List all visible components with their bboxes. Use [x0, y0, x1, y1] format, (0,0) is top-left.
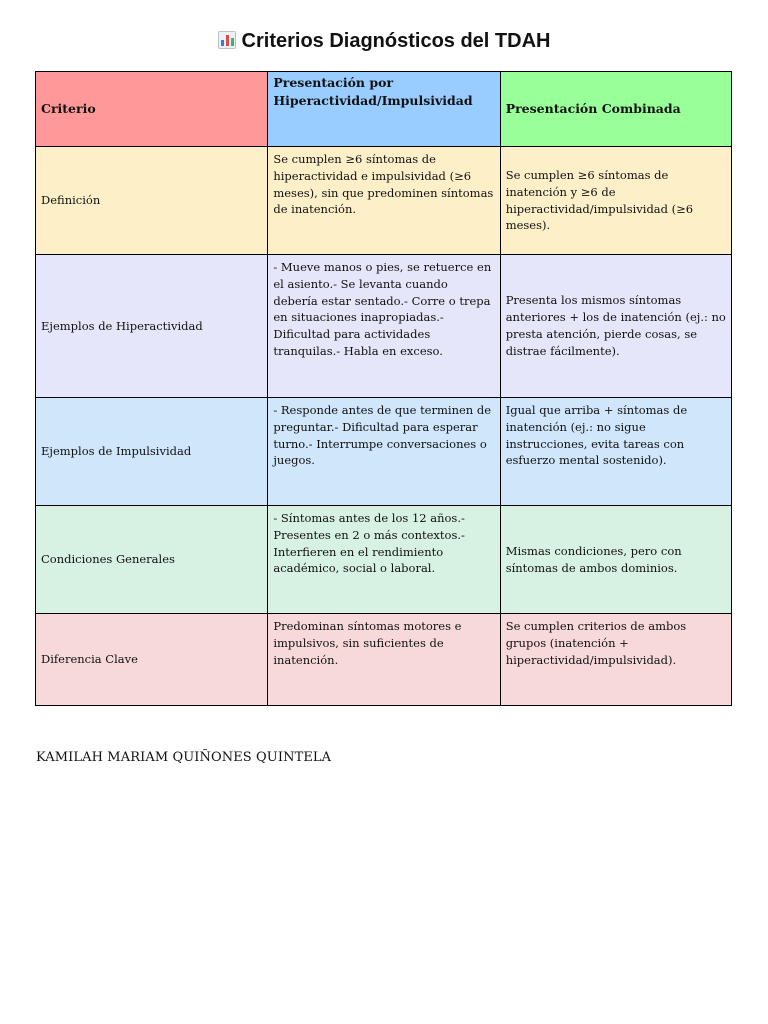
header-hiperactividad-impulsividad: Presentación por Hiperactividad/Impulsividad — [268, 72, 500, 147]
header-criterio: Criterio — [36, 72, 268, 147]
row-hiper: - Síntomas antes de los 12 años.- Presentes en 2 o más contextos.- Interfieren en el rendimiento académico, social o laboral. — [268, 506, 500, 614]
bar-chart-icon — [218, 31, 236, 49]
table-header-row — [36, 72, 732, 147]
page-title — [0, 30, 768, 53]
table-row — [36, 255, 732, 398]
row-criterio: Diferencia Clave — [36, 614, 268, 706]
row-criterio: Definición — [36, 147, 268, 255]
header-combinada: Presentación Combinada — [500, 72, 731, 147]
page-title-text: Criterios Diagnósticos del TDAH — [241, 30, 551, 52]
row-hiper: - Responde antes de que terminen de preguntar.- Dificultad para esperar turno.- Interrumpe conversaciones o juegos. — [268, 398, 500, 506]
table-row — [36, 398, 732, 506]
row-combinada: Se cumplen ≥6 síntomas de inatención y ≥6 de hiperactividad/impulsividad (≥6 meses). — [500, 147, 731, 255]
row-combinada: Mismas condiciones, pero con síntomas de ambos dominios. — [500, 506, 731, 614]
row-combinada: Igual que arriba + síntomas de inatención (ej.: no sigue instrucciones, evita tareas con esfuerzo mental sostenido). — [500, 398, 731, 506]
table-row — [36, 147, 732, 255]
criteria-table — [35, 71, 732, 706]
row-combinada: Se cumplen criterios de ambos grupos (inatención + hiperactividad/impulsividad). — [500, 614, 731, 706]
row-hiper: Se cumplen ≥6 síntomas de hiperactividad e impulsividad (≥6 meses), sin que predominen síntomas de inatención. — [268, 147, 500, 255]
row-criterio: Ejemplos de Impulsividad — [36, 398, 268, 506]
author-signature: KAMILAH MARIAM QUIÑONES QUINTELA — [36, 750, 332, 765]
table-row — [36, 506, 732, 614]
row-criterio: Ejemplos de Hiperactividad — [36, 255, 268, 398]
table-row — [36, 614, 732, 706]
row-hiper: - Mueve manos o pies, se retuerce en el asiento.- Se levanta cuando debería estar sentado.- Corre o trepa en situaciones inapropiadas.- Dificultad para actividades tranquilas.- Habla en exceso. — [268, 255, 500, 398]
row-hiper: Predominan síntomas motores e impulsivos, sin suficientes de inatención. — [268, 614, 500, 706]
row-criterio: Condiciones Generales — [36, 506, 268, 614]
row-combinada: Presenta los mismos síntomas anteriores + los de inatención (ej.: no presta atención, pierde cosas, se distrae fácilmente). — [500, 255, 731, 398]
